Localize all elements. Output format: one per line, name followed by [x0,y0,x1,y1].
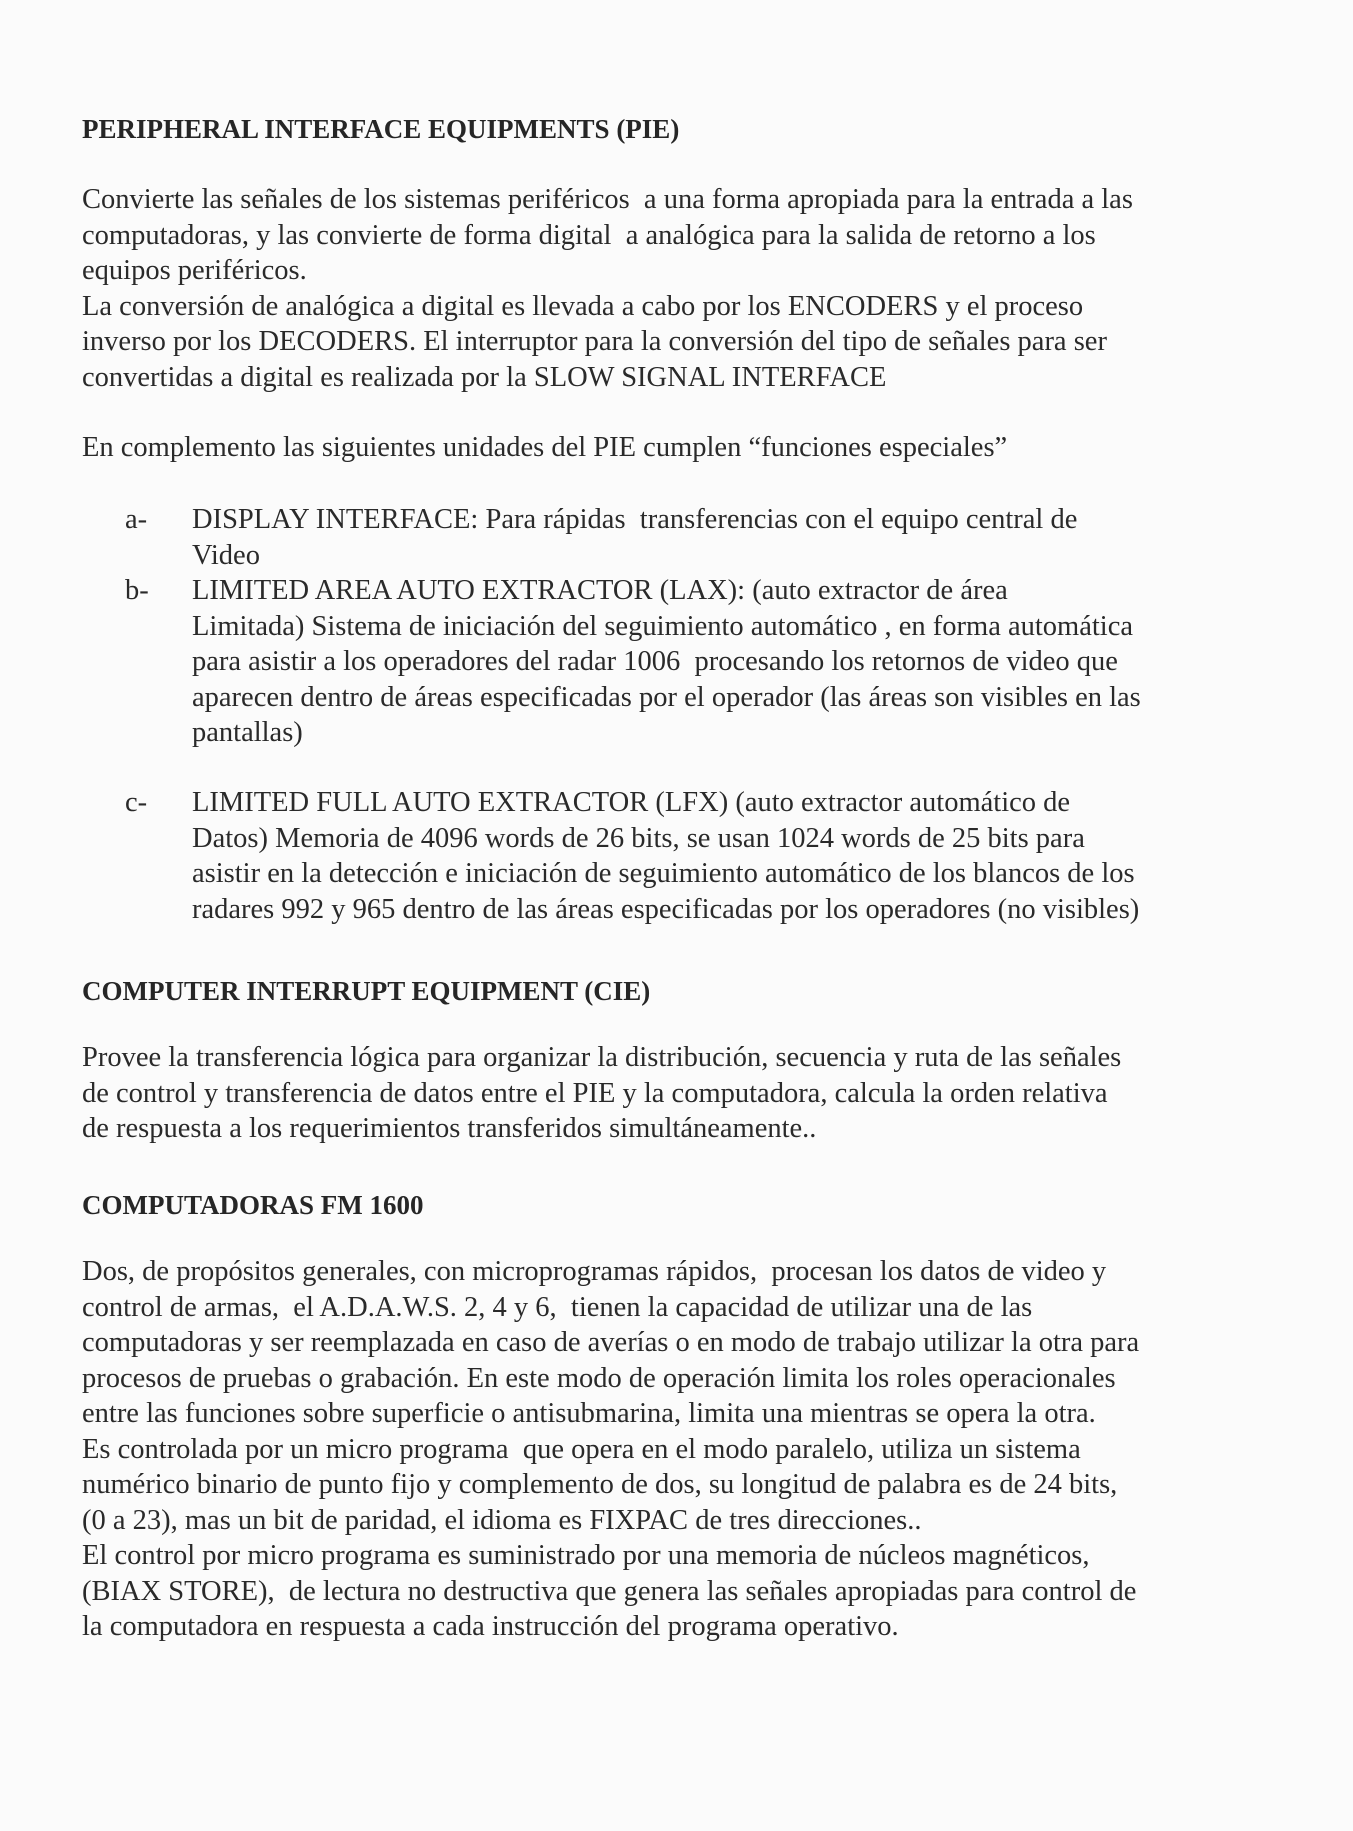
heading-cie: COMPUTER INTERRUPT EQUIPMENT (CIE) [82,976,651,1006]
list-item-text [192,573,1141,751]
text-line: Limitada) Sistema de iniciación del seguimiento automático , en forma automática [192,610,1133,642]
text-line: Provee la transferencia lógica para organizar la distribución, secuencia y ruta de las señales [82,1042,1122,1073]
list-marker: c- [125,787,148,818]
text-line: de respuesta a los requerimientos transferidos simultáneamente.. [82,1113,817,1144]
text-line: Convierte las señales de los sistemas periféricos a una forma apropiada para la entrada a las [82,184,1133,215]
heading-pie: PERIPHERAL INTERFACE EQUIPMENTS (PIE) [82,114,680,144]
text-line: procesos de pruebas o grabación. En este modo de operación limita los roles operacionales [82,1362,1116,1394]
text-line: Dos, de propósitos generales, con microprogramas rápidos, procesan los datos de video y [82,1256,1107,1287]
text-line: pantallas) [192,717,303,748]
text-line: de control y transferencia de datos entre el PIE y la computadora, calcula la orden relativa [82,1077,1108,1109]
list-item-text [192,785,1139,927]
text-line: control de armas, el A.D.A.W.S. 2, 4 y 6, tienen la capacidad de utilizar una de las [82,1291,1033,1323]
text-line: aparecen dentro de áreas especificadas por el operador (las áreas son visibles en las [192,681,1141,713]
text-line: LIMITED FULL AUTO EXTRACTOR (LFX) (auto extractor automático de [192,787,1071,818]
text-line: la computadora en respuesta a cada instrucción del programa operativo. [82,1611,899,1642]
pie-paragraph-2: En complemento las siguientes unidades del PIE cumplen “funciones especiales” [82,432,1008,463]
text-line: (0 a 23), mas un bit de paridad, el idioma es FIXPAC de tres direcciones.. [82,1504,922,1536]
cie-paragraph [82,1040,1282,1147]
text-line: inverso por los DECODERS. El interruptor para la conversión del tipo de señales para ser [82,326,1107,357]
text-line: LIMITED AREA AUTO EXTRACTOR (LAX): (auto extractor de área [192,575,1008,606]
text-line: Datos) Memoria de 4096 words de 26 bits, se usan 1024 words de 25 bits para [192,822,1085,854]
text-line: numérico binario de punto fijo y complemento de dos, su longitud de palabra es de 24 bits, [82,1469,1118,1500]
text-line: entre las funciones sobre superficie o antisubmarina, limita una mientras se opera la otra. [82,1398,1096,1429]
heading-fm1600: COMPUTADORAS FM 1600 [82,1190,424,1220]
text-line: Es controlada por un micro programa que opera en el modo paralelo, utiliza un sistema [82,1433,1081,1465]
list-item-text [192,502,1077,573]
text-line: convertidas a digital es realizada por la SLOW SIGNAL INTERFACE [82,361,887,393]
text-line: El control por micro programa es suministrado por una memoria de núcleos magnéticos, [82,1540,1090,1571]
fm1600-paragraph [82,1254,1282,1645]
pie-paragraph-1 [82,182,1282,395]
list-marker: b- [125,575,149,606]
text-line: asistir en la detección e iniciación de seguimiento automático de los blancos de los [192,858,1135,889]
text-line: equipos periféricos. [82,255,307,286]
text-line: La conversión de analógica a digital es llevada a cabo por los ENCODERS y el proceso [82,290,1084,322]
list-marker: a- [125,504,148,535]
text-line: computadoras, y las convierte de forma digital a analógica para la salida de retorno a los [82,219,1096,251]
text-line: computadoras y ser reemplazada en caso de averías o en modo de trabajo utilizar la otra para [82,1327,1140,1358]
text-line: para asistir a los operadores del radar 1006 procesando los retornos de video que [192,646,1118,677]
text-line: DISPLAY INTERFACE: Para rápidas transferencias con el equipo central de [192,504,1078,535]
text-line: radares 992 y 965 dentro de las áreas especificadas por los operadores (no visibles) [192,893,1140,925]
text-line: Video [192,539,260,571]
text-line: (BIAX STORE), de lectura no destructiva que genera las señales apropiadas para control de [82,1575,1137,1607]
